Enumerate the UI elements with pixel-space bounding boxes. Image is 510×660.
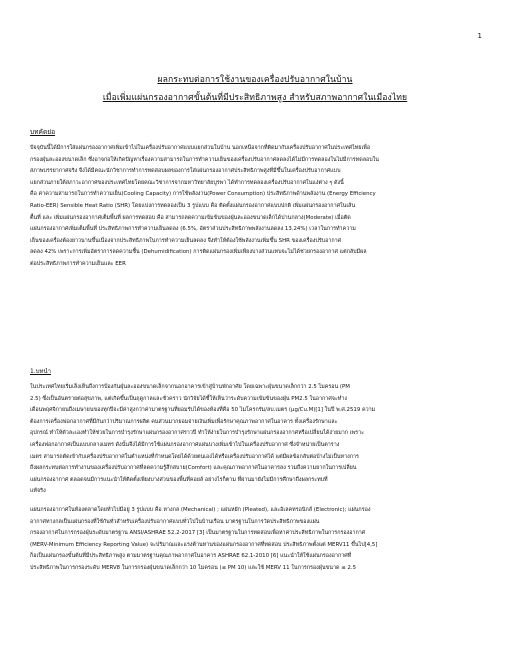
page-number: 1 xyxy=(477,32,482,40)
intro-line: อุปกรณ์ ทำให้ตัวละเองทำให้ช่วยในการบำรุงรักษาแผ่นกรองอากาศราวปี ทำให้ง่ายในการบำรุงรักษาแผ่นกรองอากาศหรือเปลี่ยนได้ง่ายมาก เพราะ xyxy=(30,430,365,437)
intro-line: เดือนพฤศจิกายนถึงเมษายนของทุกปีจะมีค่าสูงกว่าค่ามาตรฐานที่ยอมรับได้ของห้องที่คือ 50 ไมโครกรัม/ลบ.เมตร (µg/Cu.M)[1] ในปี พ.ศ.2519 ความ xyxy=(30,407,376,414)
abstract-line: ตื้นที่ และ เพิ่มแผ่นกรองอากาศเต็มพื้นที่ ผลการทดสอบ คือ สามารถลดความเข้มข้นของฝุ่นละอองขนาดเล็กได้ปานกลาง(Moderate) เมื่อติด xyxy=(30,214,351,221)
abstract-line: ปัจจุบันนี้ได้มีการใส่แผ่นกรองอากาศเพิ่มเข้าไปในเครื่องปรับอากาศแบบแยกส่วนในบ้าน นอกเหนือจากที่ติดมากับเครื่องปรับอากาศในประเทศไทยเพื่อ xyxy=(30,145,371,151)
abstract-line: ต่อประสิทธิภาพการทำความเย็นและ EER xyxy=(30,260,126,267)
intro-line: ถึงผลกระทบต่อการทำงานของเครื่องปรับอากาศที่ลดความรู้สึกสบาย(Comfort) และคุณภาพอากาศในอาคารลง รวมถึงความยากในการเปลี่ยน xyxy=(30,465,357,472)
abstract-line: กรองฝุ่นละอองขนาดเล็ก ซึ่งอาจก่อให้เกิดปัญหาเรื่องความสามารถในการทำความเย็นของเครื่องปรับอากาศลดลงได้ไม่มีการทดลองในไม่มีการทดลอบใน xyxy=(30,156,379,163)
abstract-line: ลดลง 42% เพราะการเพิ่มอัตราการลดความชื้น (Dehumidification) การติดแผ่นกรองเพิ่มเพียงบางส่วนแทบจะไม่ได้ช่วยกรองอากาศ แต่กลับมีผล xyxy=(30,249,367,256)
intro-line: กรองอากาศในการกรองฝุ่นระดับมาตรฐาน ANSI/ASHRAE 52.2-2017 [3] เป็นมาตรฐานในการทดสอบเพื่อหาค่าประสิทธิภาพในการกรองอากาศ xyxy=(30,530,366,537)
intro-section xyxy=(30,366,480,575)
intro-line: ก็อเป็นแผ่นกรองขั้นต้นที่มีประสิทธิภาพสูง ตามมาตรฐานคุณภาพอากาศในอาคาร ASHRAE 62.1-2010 [6] แนะนำให้ใช้แผ่นกรองอากาศที่ xyxy=(30,553,352,560)
abstract-line: เย็นของเครื่องต้องยาวนานขึ้นเนื่องจากประสิทธิภาพในการทำความเย็นลดลง จึงทำให้ต้องใช้พลังงานเพิ่มขึ้น SHR ของเครื่องปรับอากาศ xyxy=(30,237,342,244)
intro-line: แผ่นกรองอากาศ ตลอดจนมีการแนะนำให้ติดตั้งเพียงบางส่วนของพื้นที่คอยล์ อย่างไรก็ตาม ที่ผ่านมายังไม่มีการศึกษาถึงผลกระทบที่ xyxy=(30,476,328,483)
intro-paragraph-2 xyxy=(30,505,480,575)
intro-line: แผ่นกรองอากาศในท้องตลาดโดยทั่วไปมีอยู่ 3 รูปแบบ คือ หางกล (Mechanical) ; แผ่นหยัก (Pleated), และอิเลคทรอนิกส์ (Electronic); แผ่นกรอง xyxy=(30,506,371,513)
intro-line: ในประเทศไทยเริ่มเล็งเห็นถึงการป้องกันฝุ่นละอองขนาดเล็กจากนอกอาคารเข้าสู่บ้านพักอาศัย โดยเฉพาะฝุ่นขนาดเล็กกว่า 2.5 ไมครอน (PM xyxy=(30,384,350,390)
intro-line: แท้จริง xyxy=(30,488,46,495)
abstract-line: แยกส่วนภายใต้สภาวะอากาศของประเทศไทยโดยคณะวิชาการจากมหาวิทยาลัยบูรพา ได้ทำการทดลองเครื่องปรับอากาศในแง่ต่าง ๆ ดังนี้ xyxy=(30,179,344,186)
intro-paragraph-1 xyxy=(30,382,480,498)
abstract-line: Ratio-EER) Sensible Heat Ratio (SHR) โดยแบ่งการทดลองเป็น 3 รูปแบบ คือ ติดตั้งแผ่นกรองอากาศแบบปกติ เพิ่มแผ่นกรองอากาศในเส้น xyxy=(30,202,356,209)
intro-line: ประสิทธิภาพในการกรองระดับ MERV8 ในการกรองฝุ่นขนาดเล็กกว่า 10 ไมครอน (≤ PM 10) และใช้ MERV 11 ในการกรองฝุ่นขนาด ≤ 2.5 xyxy=(30,564,357,571)
abstract-line: สภาพบรรยากาศจริง จึงได้มีคณะนักวิชาการทำการทดสอบผลของการใส่แผ่นกรองอากาศประสิทธิภาพสูงที่มีขึ้นในเครื่องปรับอากาศแบบ xyxy=(30,168,341,175)
intro-line: ต้องการเครื่องฟอกอากาศที่มีกันกว่าปริมาณการผลิต คนส่วนมากยอมจ่ายเงินเพิ่มเพื่อรักษาคุณภาพอากาศในอาคาร ทั้งเครื่องรักษาและ xyxy=(30,418,338,425)
abstract-section xyxy=(30,126,480,271)
title-line-2: เมื่อเพิ่มแผ่นกรองอากาศขั้นต้นที่มีประสิทธิภาพสูง สำหรับสภาพอากาศในเมืองไทย xyxy=(102,93,408,103)
intro-line: (MERV-Minimum Efficiency Reporting Value) จะปริมาณและแรงต้านทานของแผ่นกรองอากาศที่ทดสอบ ประสิทธิภาพตั้งแต่ MERV11 ขึ้นไป[4,5] xyxy=(30,541,378,548)
abstract-line: แผ่นกรองอากาศเพิ่มเต็มพื้นที่ ประสิทธิภาพการทำความเย็นลดลง (6.5%, อัตราส่วนประสิทธิภาพพลังงานลดลง 13.24%) เวลาในการทำความ xyxy=(30,226,356,233)
abstract-body xyxy=(30,143,480,271)
abstract-heading: บทคัดย่อ xyxy=(30,128,56,136)
intro-heading: 1.บทนำ xyxy=(30,368,51,375)
intro-line: เครื่องฟอกอากาศเป็นแบบกลางเมทร ดังนั้นจึงได้มีการใช้แผ่นกรองอากาศแผ่นบางเพิ่มเข้าไปในเครื่องปรับอากาศ ซึ่งจำหน่ายเป็นตาราง xyxy=(30,441,340,448)
intro-line: เมตร สามารถตัดเข้ากับเครื่องปรับอากาศในตำแหน่งที่กำหนดโดยได้ด้วยตนเองได้หรือเครื่องปรับอากาศได้ แต่มีผลข้อกลับต่อบ้างไม่เป็นทางการ xyxy=(30,453,359,460)
title-line-1: ผลกระทบต่อการใช้งานของเครื่องปรับอากาศในบ้าน xyxy=(157,75,353,85)
intro-line: อากาศทางกลเป็นแผ่นกรองที่ใช้กันทั่วสำหรับเครื่องปรับอากาศแบบทั่วไปในบ้านเรือน มาตรฐานในการวัดประสิทธิภาพของแผ่น xyxy=(30,518,320,525)
abstract-line: คือ ค่าความสามารถในการทำความเย็น(Cooling Capacity) การใช้พลังงาน(Power Consumption) ประสิทธิภาพด้านพลังงาน (Energy Efficiency xyxy=(30,191,376,198)
intro-line: 2.5) ซึ่งเป็นอันตรายต่อสุขภาพ, แต่เกิดขึ้นเป็นฤดูกาลและชั่วคราว นักวิจัยได้ชี้ให้เห็นว่าระดับความเข้มข้นของฝุ่น PM2.5 ในอากาศจะทำง xyxy=(30,395,348,402)
